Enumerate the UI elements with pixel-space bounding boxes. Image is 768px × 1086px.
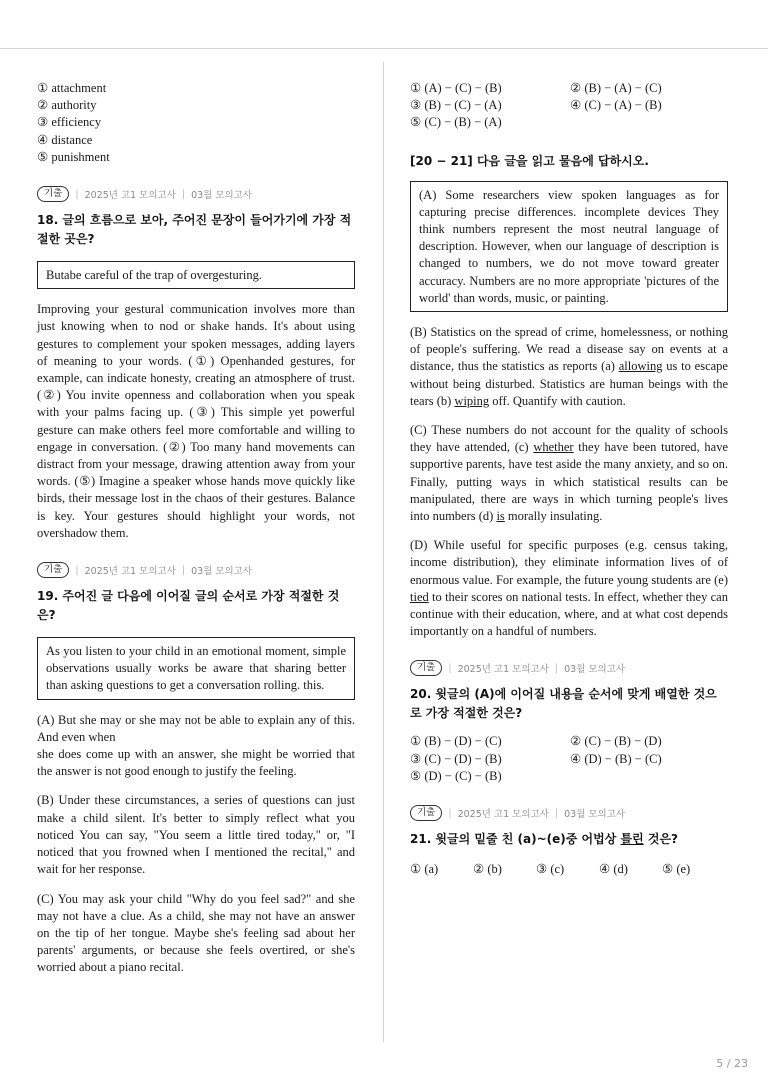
- q21-options: [410, 861, 728, 878]
- text: (B) Statistics on the spread of crime, homelessness, or nothing of people's suffering. We read a disease say on events at a distance, thus the statistics as reports (a): [410, 325, 728, 374]
- underlined-a: allowing: [618, 359, 663, 374]
- text: morally insulating.: [504, 509, 603, 524]
- prev-question-options: [37, 80, 355, 166]
- option: ④ (D) − (B) − (C): [570, 751, 662, 766]
- option: ② (b): [473, 862, 502, 877]
- q18-source: [37, 186, 355, 202]
- option: ⑤ (C) − (B) − (A): [410, 115, 502, 130]
- separator: |: [554, 807, 559, 819]
- source-year: 2025년 고1 모의고사: [457, 664, 549, 676]
- q19-title: 19. 주어진 글 다음에 이어질 글의 순서로 가장 적절한 것은?: [37, 589, 340, 623]
- passage-d: [410, 537, 728, 640]
- q19-options: [410, 80, 728, 132]
- option: ③ (C) − (D) − (B): [410, 751, 502, 766]
- left-column: [37, 80, 355, 977]
- separator: |: [75, 188, 79, 200]
- header-divider: [0, 48, 768, 49]
- paragraph-a-line2: she does come up with an answer, she might be worried that the answer is not good enough to justify the feeling.: [37, 747, 355, 779]
- text: off. Quantify with caution.: [489, 393, 626, 408]
- q18-passage: Improving your gestural communication involves more than just knowing when to nod or shake hands. It's about using gestures to complement your spoken messages, adding layers of meaning to your words. (①) Openhanded gestures, for example, can indicate honesty, creating an atmosphere of trust. (②) You invite openness and collaboration when you speak with your palms facing up. (③) This simple yet powerful gesture can make others feel more comfortable and willing to engage in conversation. (②) Too many hand movements can distract from your message, drawing attention away from your words. (⑤) Imagine a speaker whose hands move quickly like birds, their message lost in the chaos of their gestures. Balance is key. Your gestures should highlight your words, not overshadow them.: [37, 302, 355, 540]
- separator: |: [448, 807, 452, 819]
- passage-b: [410, 324, 728, 410]
- separator: |: [181, 188, 186, 200]
- text: 것은?: [643, 832, 678, 847]
- q21-title: [410, 830, 728, 849]
- page-number: 5 / 23: [716, 1057, 748, 1070]
- past-exam-tag: 기출: [410, 660, 442, 676]
- option: ③ (B) − (C) − (A): [410, 98, 502, 113]
- option: ③ efficiency: [37, 115, 102, 130]
- option: ④ (d): [599, 862, 628, 877]
- text: they have been tutored, have supportive parents, have test aside the many anxiety, and so on. Finally, putting ways in which statistical results can be manipulated, there are ways in which turning people's lives into numbers (d): [410, 440, 728, 524]
- source-year: 2025년 고1 모의고사: [84, 190, 176, 202]
- underlined-d: is: [496, 509, 505, 524]
- option: ④ distance: [37, 132, 93, 147]
- option: ① (A) − (C) − (B): [410, 81, 502, 95]
- option: ② (B) − (A) − (C): [570, 81, 662, 95]
- option: ④ (C) − (A) − (B): [570, 98, 662, 113]
- q19-source: [37, 562, 355, 578]
- right-column: [410, 80, 728, 878]
- q19-paragraph-c: (C) You may ask your child "Why do you feel sad?" and she may not have a clue. As a child, she may not have an answer on the tip of her tongue. Maybe she's feeling sad about her parents' arguments, or because she feels overtired, or she's worried about a piano recital.: [37, 891, 355, 975]
- text: to their scores on national tests. In effect, whether they can continue with their education, where, and at what cost depends importantly on a handful of numbers.: [410, 589, 728, 639]
- separator: |: [448, 662, 452, 674]
- paragraph-a-line1: (A) But she may or she may not be able to explain any of this. And even when: [37, 712, 355, 744]
- text: (D) While useful for specific purposes (e.g. census taking, income distribution), they eliminate information lives of of enormous value. For example, the future young students are (e): [410, 538, 728, 587]
- q19-paragraph-a: [37, 712, 355, 781]
- q21-source: [410, 805, 728, 821]
- source-year: 2025년 고1 모의고사: [84, 566, 176, 578]
- source-month: 03월 모의고사: [564, 809, 626, 821]
- option: ⑤ (D) − (C) − (B): [410, 768, 502, 783]
- option: ① (B) − (D) − (C): [410, 734, 502, 749]
- passage-a-box: (A) Some researchers view spoken languages as for capturing precise differences. incomplete devices They think numbers represent the most neutral language of description. However, when our language of description is changed to numbers, we do not move toward greater accuracy. Numbers are no more appropriate 'pictures of the world' than words, music, or painting.: [410, 181, 728, 312]
- q20-title: 20. 윗글의 (A)에 이어질 내용을 순서에 맞게 배열한 것으로 가장 적절한 것은?: [410, 687, 717, 721]
- separator: |: [181, 564, 186, 576]
- option: ⑤ (e): [662, 862, 691, 877]
- q19-paragraph-b: (B) Under these circumstances, a series of questions can just make a child silent. It's better to simply reflect what you noticed You can say, "You seem a little tired today," or, "I noticed that you frowned when I mentioned the recital," and wait for her response.: [37, 793, 355, 877]
- underlined-c: whether: [533, 440, 574, 455]
- option: ② authority: [37, 98, 97, 113]
- q19-given-passage: As you listen to your child in an emotional moment, simple observations usually works be aware that sharing better than asking questions to get a conversation rolling. this.: [37, 637, 355, 700]
- underlined-word: 틀린: [620, 832, 644, 847]
- option: ⑤ punishment: [37, 149, 110, 164]
- q18-title: 18. 글의 흐름으로 보아, 주어진 문장이 들어가기에 가장 적절한 곳은?: [37, 213, 352, 247]
- past-exam-tag: 기출: [410, 805, 442, 821]
- past-exam-tag: 기출: [37, 186, 69, 202]
- underlined-e: tied: [410, 589, 429, 604]
- option: ① attachment: [37, 81, 107, 95]
- text: 21. 윗글의 밑줄 친 (a)~(e)중 어법상: [410, 832, 621, 847]
- source-month: 03월 모의고사: [191, 190, 253, 202]
- column-divider: [383, 62, 384, 1042]
- passage-c: [410, 422, 728, 525]
- past-exam-tag: 기출: [37, 562, 69, 578]
- separator: |: [75, 564, 79, 576]
- q20-options: [410, 733, 728, 785]
- q18-given-sentence: Butabe careful of the trap of overgesturing.: [37, 261, 355, 289]
- section-heading: [20 − 21] 다음 글을 읽고 물음에 답하시오.: [410, 153, 649, 168]
- source-month: 03월 모의고사: [191, 566, 253, 578]
- text: (C) These numbers do not account for the quality of schools they have attended, (c): [410, 423, 728, 455]
- option: ③ (c): [536, 862, 565, 877]
- source-month: 03월 모의고사: [564, 664, 626, 676]
- option: ② (C) − (B) − (D): [570, 734, 662, 749]
- option: ① (a): [410, 862, 439, 877]
- text: us to escape without being disturbed. Statistics are human beings with the tears (b): [410, 359, 728, 408]
- underlined-b: wiping: [454, 393, 490, 408]
- separator: |: [554, 662, 559, 674]
- source-year: 2025년 고1 모의고사: [457, 809, 549, 821]
- q20-source: [410, 660, 728, 676]
